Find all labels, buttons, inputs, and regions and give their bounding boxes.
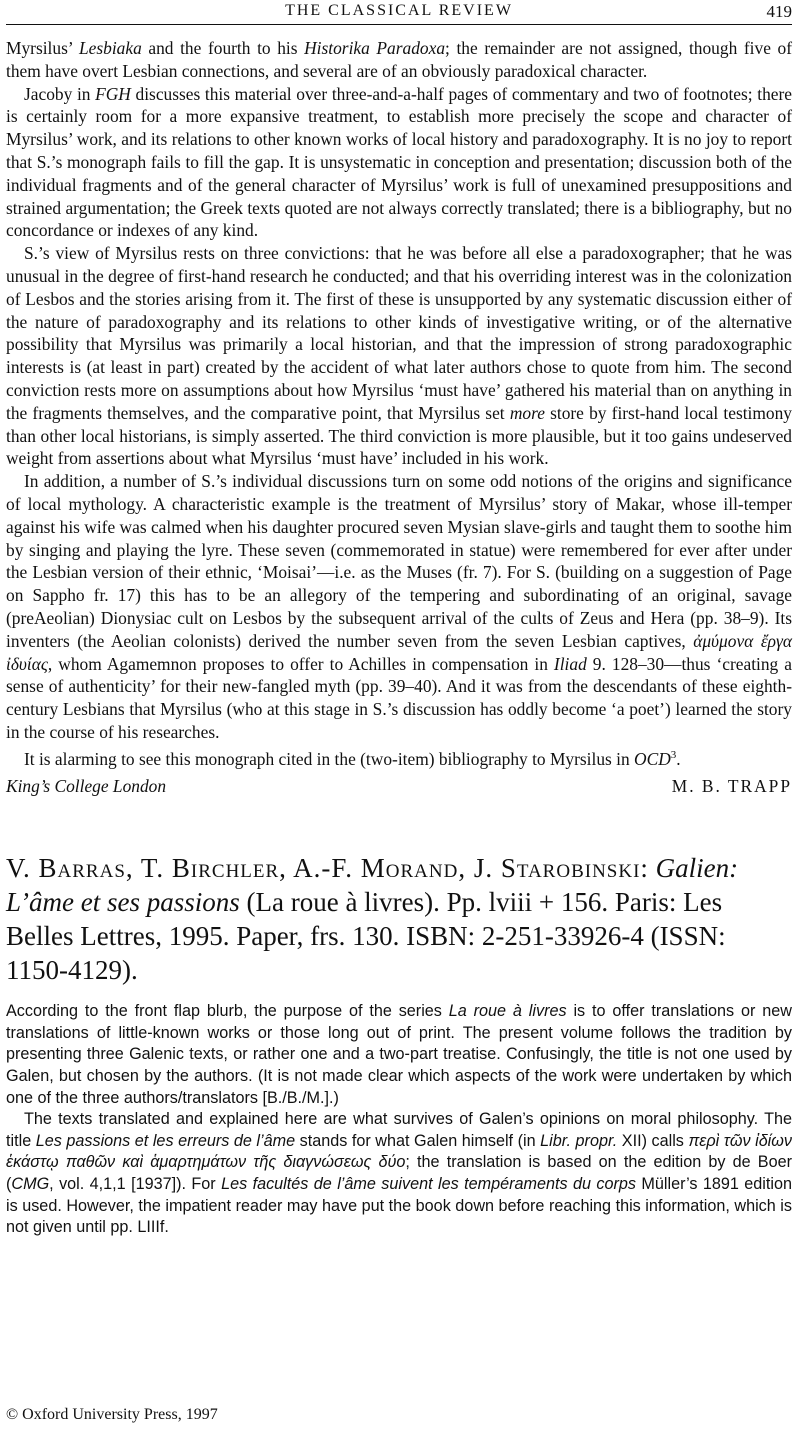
review1-paragraph-5: It is alarming to see this monograph cited in the (two-item) bibliography to Myrsilus in OCD$^3$.	[24, 748, 681, 769]
reviewer-signature	[6, 776, 792, 797]
review1-paragraph-4: In addition, a number of S.’s individual discussions turn on some odd notions of the origins and significance of local mythology. A characteristic example is the treatment of Myrsilus’ story of Makar, whose ill-temper against his wife was calmed when his daughter procured seven Mysian slave-girls and taught them to soothe him by singing and playing the lyre. These seven (commemorated in statue) were remembered for ever after under the Lesbian version of their ethnic, ‘Moisai’—i.e. as the Muses (fr. 7). For S. (building on a suggestion of Page on Sappho fr. 17) this has to be an allegory of the tempering and subordinating of an original, savage (preAeolian) Dionysiac cult on Lesbos by the subsequent arrival of the cults of Zeus and Hera (pp. 38–9). Its inventers (the Aeolian colonists) derived the number seven from the seven Lesbian captives, ἀμύμονα ἔργα ἰδυίας, whom Agamemnon proposes to offer to Achilles in compensation in Iliad 9. 128–30—thus ‘creating a sense of authenticity’ for their new-fangled myth (pp. 39–40). And it was from the descendants of these eighth-century Lesbians that Myrsilus (who at this stage in S.’s discussion has oddly become ‘a poet’) learned the story in the course of his researches.	[6, 471, 793, 742]
review2-title: Galien: L’âme et ses passions	[6, 853, 739, 918]
review1-paragraph-1: Myrsilus’ Lesbiaka and the fourth to his Historika Paradoxa; the remainder are not assigned, though five of them have overt Lesbian connections, and several are of an obviously paradoxical character.	[6, 38, 793, 81]
page-number: 419	[766, 2, 792, 21]
reviewer-institution: King’s College London	[6, 776, 167, 797]
review2-authors: V. Barras, T. Birchler, A.-F. Morand, J. Starobinski:	[6, 853, 649, 884]
reviewer-name: M. B. TRAPP	[671, 776, 792, 797]
review2-paragraph-1: According to the front flap blurb, the purpose of the series La roue à livres is to offer translations or new translations of little-known works or those long out of print. The present volume follows the tradition by presenting three Galenic texts, or rather one and a two-part treatise. Confusingly, the title is not one used by Galen, but chosen by the authors. (It is not made clear which aspects of the work were undertaken by which one of the three authors/translators [B./B./M.].)	[6, 1002, 792, 1107]
header-rule	[6, 24, 792, 25]
page	[6, 0, 793, 1423]
review1-paragraph-3: S.’s view of Myrsilus rests on three convictions: that he was before all else a paradoxographer; that he was unusual in the degree of first-hand research he conducted; and that his overriding interest was in the colonization of Lesbos and the stories arising from it. The first of these is unsupported by any systematic discussion either of the nature of paradoxography and its relations to other kinds of investigative writing, or of the alternative possibility that Myrsilus was primarily a local historian, and that the impression of strong paradoxographic interests is (at least in part) created by the accident of what later authors chose to quote from him. The second conviction rests more on assumptions about how Myrsilus ‘must have’ gathered his material than on anything in the fragments themselves, and the comparative point, that Myrsilus set more store by first-hand local testimony than other local historians, is simply asserted. The third conviction is more plausible, but it too gains undeserved weight from assertions about what Myrsilus ‘must have’ included in his work.	[6, 243, 793, 469]
review2-details: (La roue à livres). Pp. lviii + 156. Paris: Les Belles Lettres, 1995. Paper, frs. 130. ISBN: 2-251-33926-4 (ISSN: 1150-4129).	[6, 887, 726, 986]
running-head	[6, 2, 792, 24]
review2-heading	[6, 851, 792, 987]
review2-body	[6, 1001, 792, 1239]
journal-title: THE CLASSICAL REVIEW	[285, 2, 513, 19]
copyright-notice: © Oxford University Press, 1997	[6, 1406, 218, 1423]
review1-paragraph-2: Jacoby in FGH discusses this material over three-and-a-half pages of commentary and two of footnotes; there is certainly room for a more expansive treatment, to establish more precisely the scope and character of Myrsilus’ work, and its relations to other known works of local history and paradoxography. It is no joy to report that S.’s monograph fails to fill the gap. It is unsystematic in conception and presentation; discussion both of the individual fragments and of the general character of Myrsilus’ work is full of unexamined presuppositions and strained argumentation; the Greek texts quoted are not always correctly translated; there is a bibliography, but no concordance or indexes of any kind.	[6, 83, 792, 241]
review2-paragraph-2: The texts translated and explained here are what survives of Galen’s opinions on moral philosophy. The title Les passions et les erreurs de l’âme stands for what Galen himself (in Libr. propr. XII) calls περὶ τῶν ἰδίων ἑκάστῳ παθῶν καὶ ἁμαρτημάτων τῆς διαγνώσεως δύο; the translation is based on the edition by de Boer (CMG, vol. 4,1,1 [1937]). For Les facultés de l’âme suivent les tempéraments du corps Müller’s 1891 edition is used. However, the impatient reader may have put the book down before reaching this information, which is not given until pp. LIIIf.	[6, 1110, 792, 1237]
